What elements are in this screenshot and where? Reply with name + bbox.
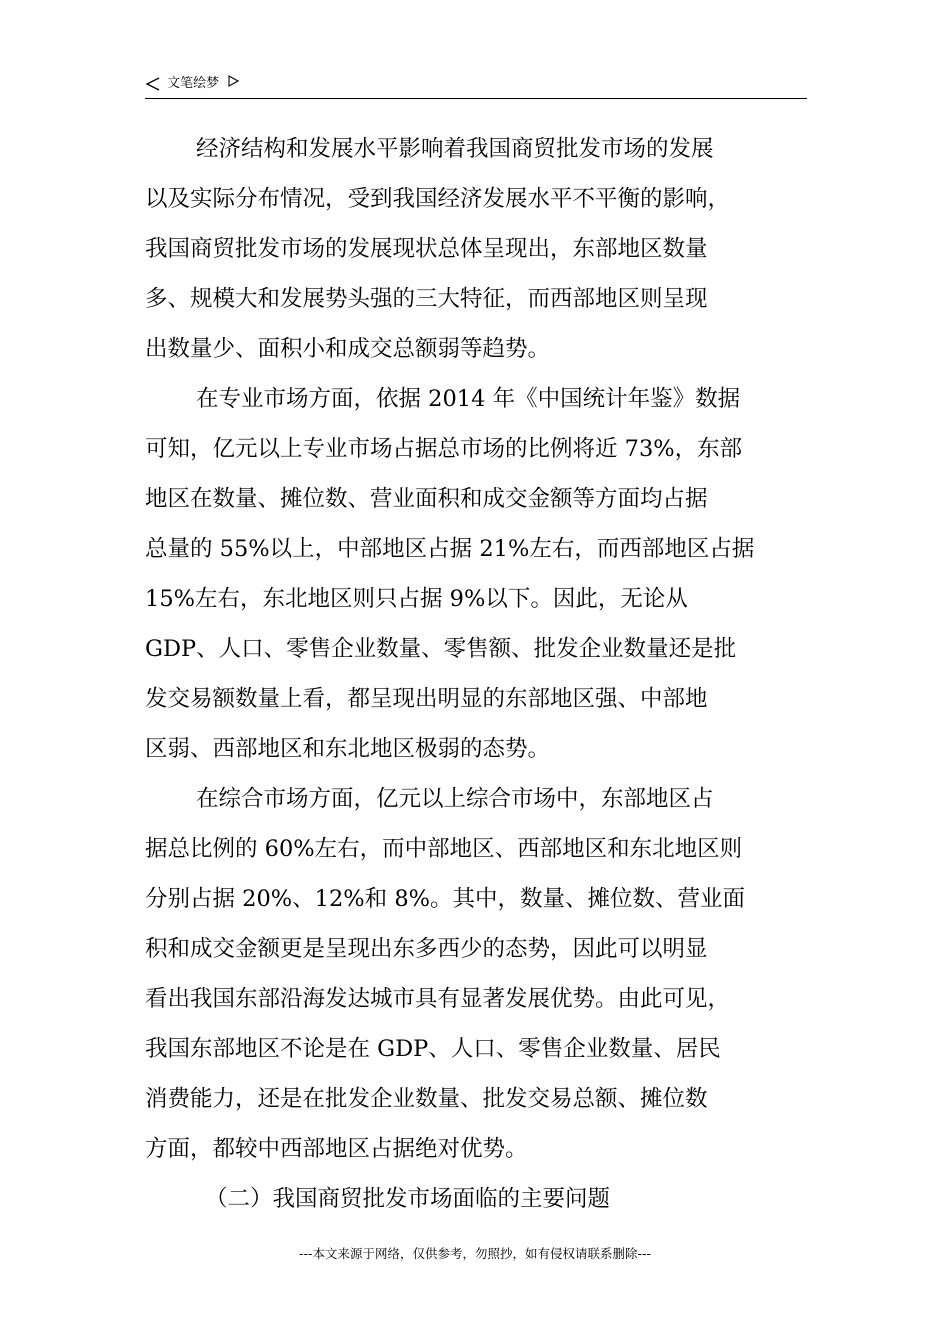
paragraph-1-line-4: 多、规模大和发展势头强的三大特征，而西部地区则呈现 bbox=[145, 286, 708, 312]
paragraph-1-line-5: 出数量少、面积小和成交总额弱等趋势。 bbox=[145, 336, 551, 362]
triangle-right-icon bbox=[227, 75, 239, 87]
paragraph-3-line-2: 据总比例的 60%左右，而中部地区、西部地区和东北地区则 bbox=[145, 836, 743, 862]
paragraph-2-line-3: 地区在数量、摊位数、营业面积和成交金额等方面均占据 bbox=[145, 486, 708, 512]
page-header bbox=[145, 74, 807, 99]
paragraph-2-line-2: 可知，亿元以上专业市场占据总市场的比例将近 73%，东部 bbox=[145, 436, 743, 462]
document-body bbox=[145, 124, 807, 1224]
paragraph-2-line-7: 发交易额数量上看，都呈现出明显的东部地区强、中部地 bbox=[145, 686, 708, 712]
paragraph-1-line-3: 我国商贸批发市场的发展现状总体呈现出，东部地区数量 bbox=[145, 236, 708, 262]
page-footer-disclaimer: ---本文来源于网络，仅供参考，勿照抄，如有侵权请联系删除--- bbox=[298, 1246, 652, 1261]
triangle-left-icon bbox=[145, 76, 161, 92]
paragraph-3-line-7: 消费能力，还是在批发企业数量、批发交易总额、摊位数 bbox=[145, 1086, 708, 1112]
paragraph-2-line-8: 区弱、西部地区和东北地区极弱的态势。 bbox=[145, 736, 551, 762]
paragraph-2-line-1: 在专业市场方面，依据 2014 年《中国统计年鉴》数据 bbox=[196, 386, 741, 412]
paragraph-1-line-1: 经济结构和发展水平影响着我国商贸批发市场的发展 bbox=[196, 136, 714, 162]
paragraph-2-line-6: GDP、人口、零售企业数量、零售额、批发企业数量还是批 bbox=[145, 636, 737, 662]
section-subheading: （二）我国商贸批发市场面临的主要问题 bbox=[205, 1186, 611, 1212]
paragraph-2-line-5: 15%左右，东北地区则只占据 9%以下。因此，无论从 bbox=[145, 586, 688, 612]
paragraph-3-line-5: 看出我国东部沿海发达城市具有显著发展优势。由此可见， bbox=[145, 986, 731, 1012]
paragraph-3-line-8: 方面，都较中西部地区占据绝对优势。 bbox=[145, 1136, 528, 1162]
paragraph-3-line-4: 积和成交金额更是呈现出东多西少的态势，因此可以明显 bbox=[145, 936, 708, 962]
paragraph-3-line-3: 分别占据 20%、12%和 8%。其中，数量、摊位数、营业面 bbox=[145, 886, 746, 912]
paragraph-1-line-2: 以及实际分布情况，受到我国经济发展水平不平衡的影响， bbox=[145, 186, 731, 212]
paragraph-3-line-6: 我国东部地区不论是在 GDP、人口、零售企业数量、居民 bbox=[145, 1036, 721, 1062]
paragraph-3-line-1: 在综合市场方面，亿元以上综合市场中，东部地区占 bbox=[196, 786, 714, 812]
paragraph-2-line-4: 总量的 55%以上，中部地区占据 21%左右，而西部地区占据 bbox=[145, 536, 755, 562]
header-brand: 文笔绘梦 bbox=[167, 76, 220, 91]
